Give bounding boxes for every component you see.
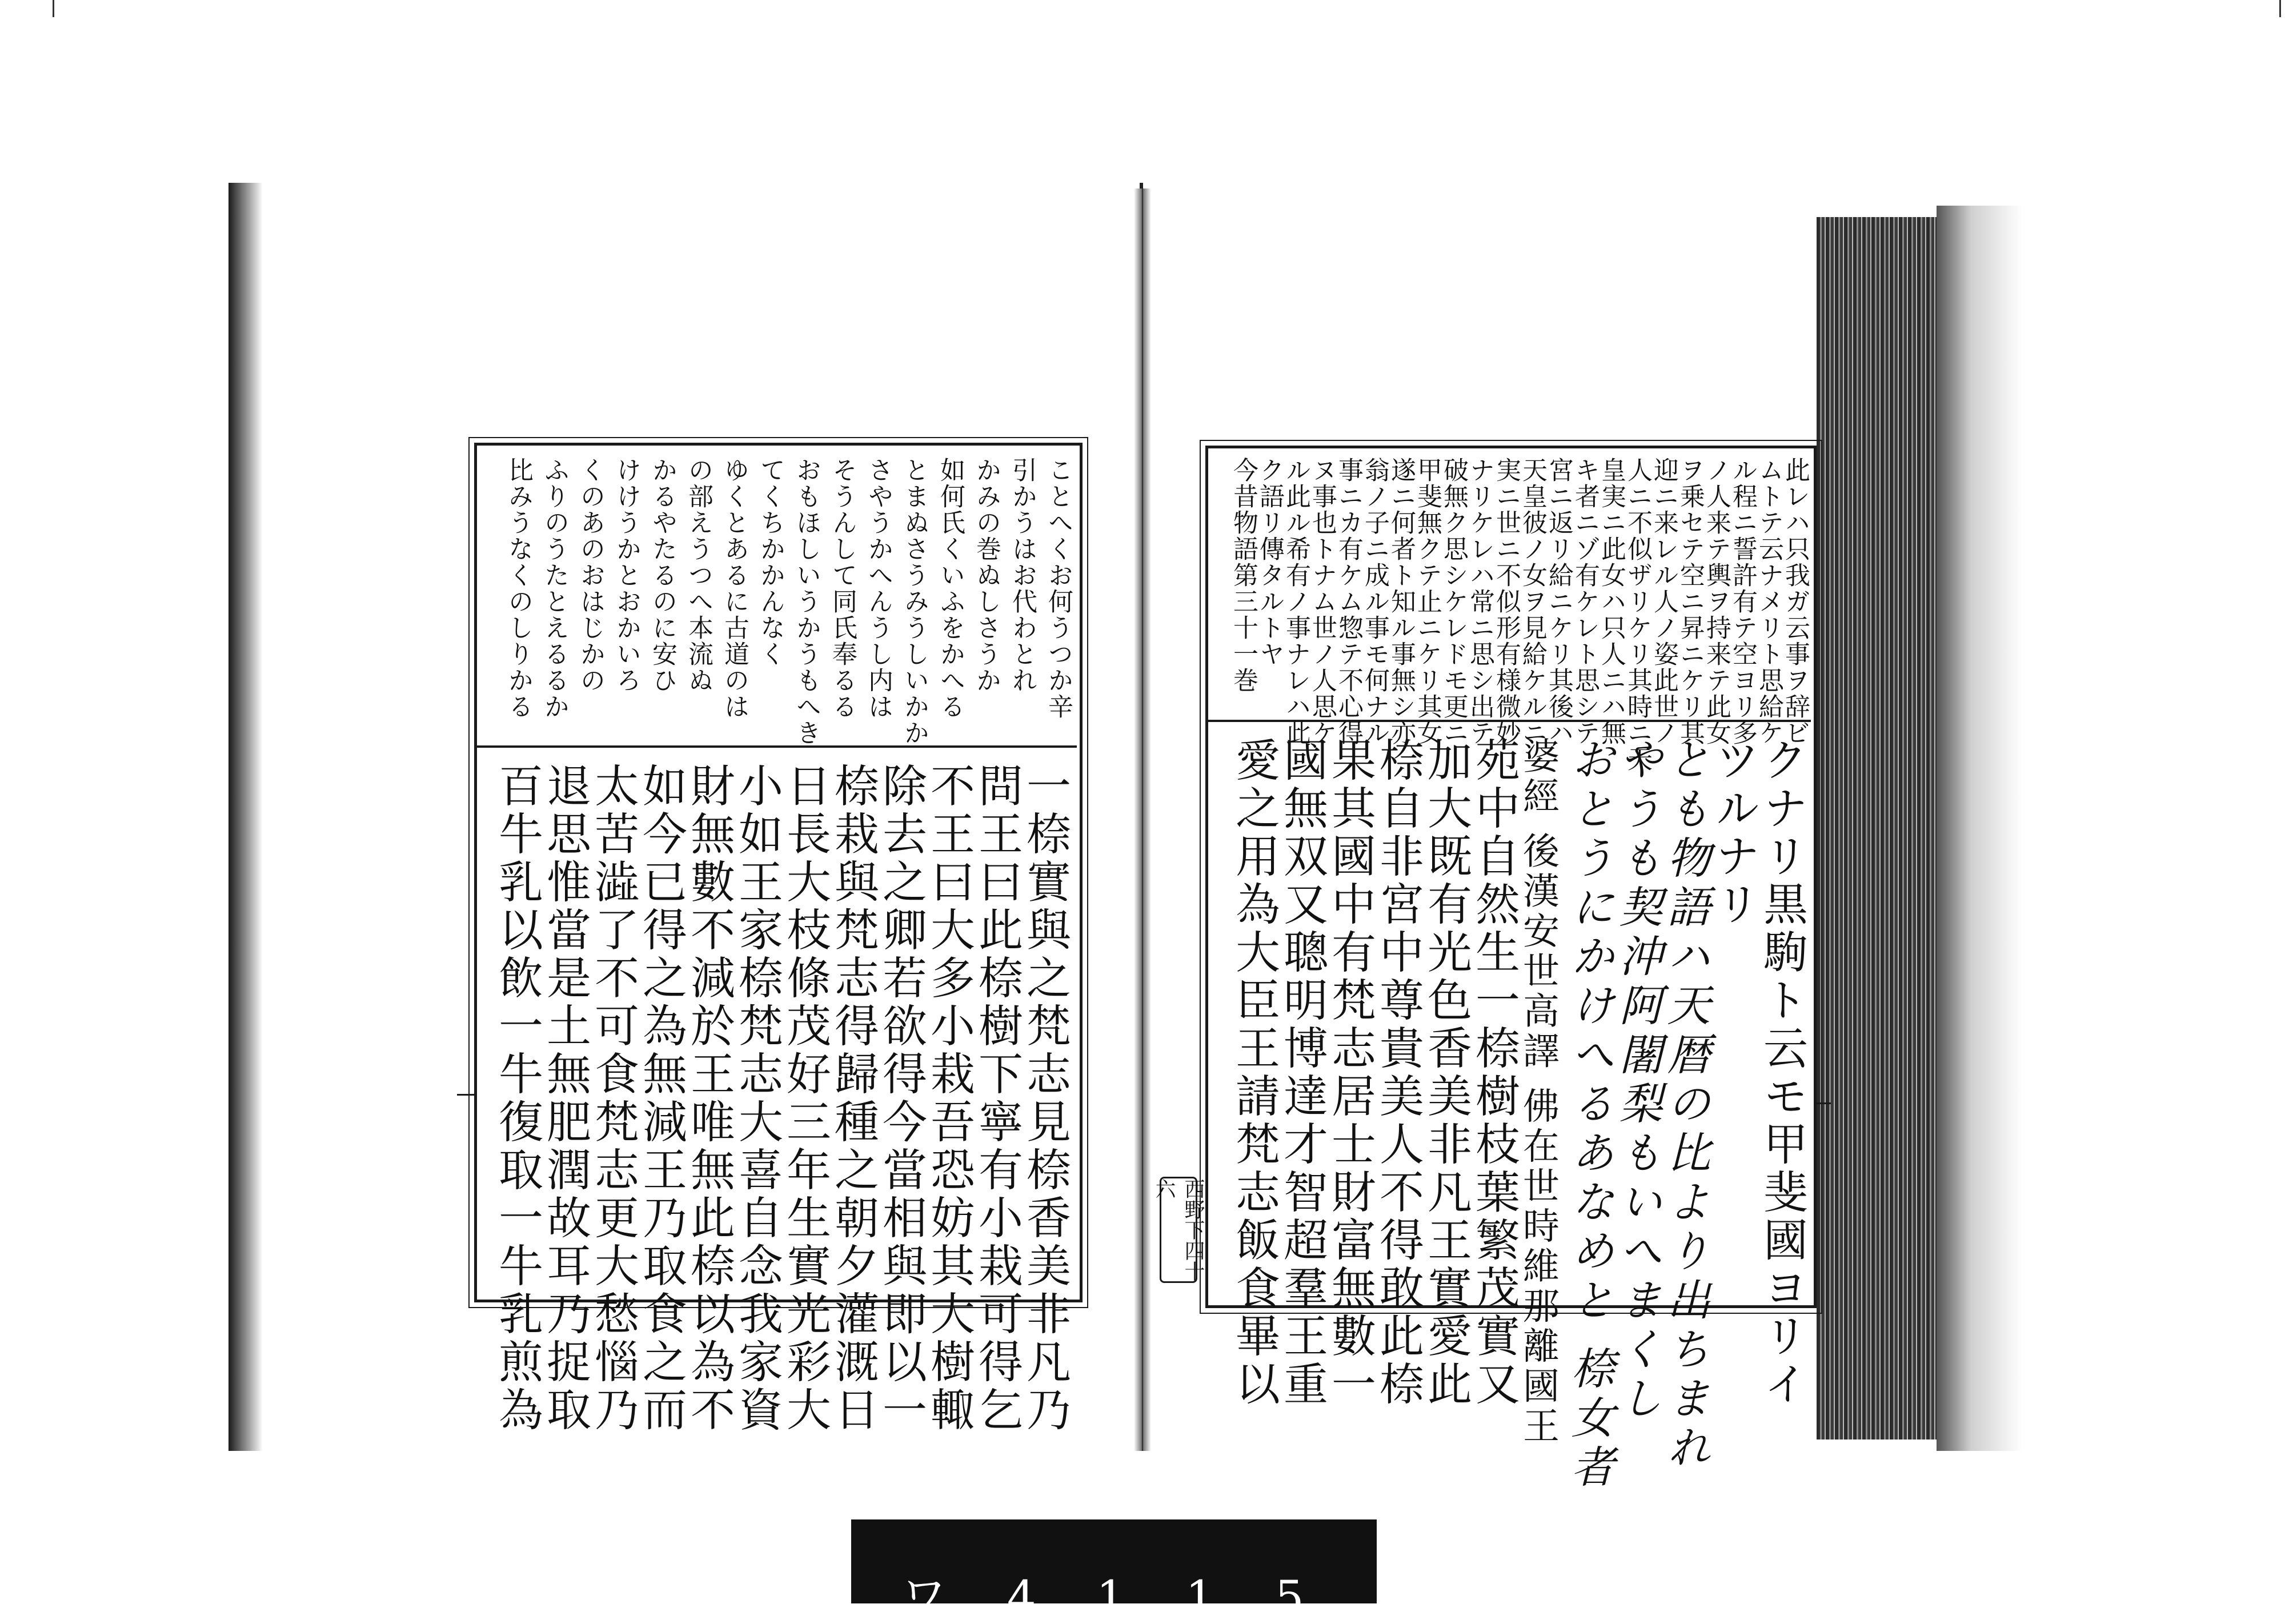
right-note-column: 宮ニ返リ給ニケリ其後ハ	[1544, 457, 1573, 746]
right-note-column: ノ人来テ輿ヲ持来テ此女	[1702, 457, 1731, 746]
left-main-column: 百牛乳以飲一牛復取一牛乳煎為	[491, 763, 543, 1434]
right-note-column: 迎ニ来レル人ノ姿此世ノ	[1649, 457, 1678, 746]
folio-number: 西野下四十六	[1160, 1177, 1197, 1283]
left-main-column: 太苦澁了不可食梵志更大愁惱乃	[587, 763, 639, 1434]
right-note-column: 皇実ニ此女ハ只人ニハ無	[1597, 457, 1626, 746]
left-main-column: 退思惟當是土無肥潤故耳乃捉取	[539, 763, 591, 1434]
left-note-column: 如何氏くいふをかへる	[936, 457, 965, 720]
right-cover-edge	[1937, 206, 2022, 1451]
catalog-label-text: ワ 4 1 1 5	[901, 1571, 1327, 1624]
right-note-column: ク語リ傳タルトヤ	[1255, 457, 1284, 667]
left-main-column: 㮈栽與梵志得歸種之朝夕灌溉日	[827, 763, 879, 1434]
left-main-column: 不王曰大多小栽吾恐妨其大樹輙	[923, 763, 975, 1434]
corner-mark-right	[2279, 0, 2281, 17]
right-page-stack-edge	[1817, 217, 1937, 1439]
left-note-column: ことへくお何うつか辛	[1044, 457, 1073, 720]
left-note-column: の部えうつへ本流ぬ	[684, 457, 713, 693]
book-spine	[1134, 189, 1151, 1451]
left-note-column: さやうかへんうし内は	[864, 457, 893, 720]
left-section-divider	[477, 745, 1077, 748]
right-main-column: 國無双又聰明博達才智超羣王重	[1276, 737, 1328, 1409]
right-note-column: ヲ乗セテ空ニ昇ニケリ其	[1675, 457, 1705, 746]
right-note-column: ナリケレハ常ニ思シ出テ	[1465, 457, 1494, 746]
left-main-column: 一㮈實與之梵志見㮈香美非凡乃	[1019, 763, 1071, 1434]
left-main-column: 問王曰此㮈樹下寧有小栽可得乞	[971, 763, 1023, 1434]
right-note-column: 人ニ不似ザリケリ其時ニ天	[1623, 457, 1652, 772]
right-note-column: 破無ク思シケレドモ更ニ	[1439, 457, 1468, 746]
right-note-column: 事ニカ有ケム惣テ不心得	[1334, 457, 1363, 746]
right-note-column: ムトテ云ナメリト思給ケ	[1754, 457, 1783, 746]
right-note-column: 今昔物語第三十一巻	[1229, 457, 1258, 693]
left-note-column: けけうかとおかいろ	[612, 457, 641, 693]
left-note-column: おもほしいうかうもへき	[792, 457, 821, 746]
right-cursive-column: おとうにかけへるあなめと 㮈女者	[1564, 737, 1615, 1494]
left-main-column: 如今已得之為無減王乃取食之而	[635, 763, 687, 1434]
right-note-column: 此レハ只我ガ云事ヲ辞ビ	[1781, 457, 1810, 746]
right-main-column: 加大既有光色香美非凡王實愛此	[1420, 737, 1472, 1409]
left-note-column: そうんして同氏奉るる	[828, 457, 857, 720]
right-note-column: 天皇彼ノ女ヲ見給ケルニ	[1518, 457, 1547, 746]
right-margin-tick	[1814, 1102, 1831, 1104]
right-note-column: 翁ノ子ニ成ル事モ何ナル	[1360, 457, 1389, 746]
left-note-column: ふりのうたとえるるか	[540, 457, 569, 720]
right-note-column: 遂ニ何者ト知ル事無シ亦	[1386, 457, 1416, 746]
right-main-column: 㮈自非宮中尊貴美人不得敢此㮈	[1372, 737, 1424, 1409]
right-main-column: 果其國中有梵志居士財富無數一	[1324, 737, 1376, 1409]
right-note-column: 実ニ世ニ不似形有様微妙	[1492, 457, 1521, 746]
left-main-column: 小如王家㮈梵志大喜自念我家資	[731, 763, 783, 1434]
right-note-column: ル程ニ誓許有テ空ヨリ多	[1728, 457, 1757, 746]
right-note-column: キ者ニゾ有ケレト思シテ	[1570, 457, 1600, 746]
right-main-column: クナリ黒駒ト云モ甲斐國ヨリイ	[1756, 737, 1807, 1409]
right-cursive-column: やうも契沖阿闍梨もいへまくし	[1612, 737, 1663, 1425]
corner-mark-left	[53, 0, 54, 17]
catalog-label	[851, 1519, 1377, 1624]
right-cursive-column: とも物語ハ天暦の比より出ちまれ	[1660, 737, 1711, 1474]
left-note-column: てくちかかんなく	[756, 457, 785, 667]
left-note-column: かるやたるのに安ひ	[648, 457, 677, 693]
right-main-column: 婆經 後漢安世高譯 佛在世時維那離國王	[1517, 737, 1559, 1447]
right-main-column: ツルナリ	[1708, 737, 1759, 929]
left-note-column: かみの巻ぬしさうか	[972, 457, 1001, 693]
left-note-column: くのあのおはじかの	[576, 457, 605, 693]
left-note-column: ゆくとあるに古道のは	[720, 457, 749, 720]
right-note-column: ル此ル希有ノ事ナレハ此	[1281, 457, 1310, 746]
right-note-column: 甲斐無クテ止ニケリ其女	[1413, 457, 1442, 746]
left-main-column: 除去之卿若欲得今當相與即以一	[875, 763, 927, 1434]
left-page-edge	[228, 183, 263, 1451]
right-main-column: 苑中自然生一㮈樹枝葉繁茂實又	[1468, 737, 1520, 1409]
left-note-column: とまぬさうみうしいかか	[900, 457, 929, 746]
left-note-column: 引かうはお代わとれ	[1008, 457, 1037, 693]
left-main-column: 日長大枝條茂好三年生實光彩大	[779, 763, 831, 1434]
right-note-column: ヌ事也トナム世ノ人思ケ	[1308, 457, 1337, 746]
left-note-column: 比みうなくのしりかる	[504, 457, 533, 720]
right-main-column: 愛之用為大臣王請梵志飯食畢以	[1228, 737, 1280, 1409]
left-main-column: 財無數不減於王唯無此㮈以為不	[683, 763, 735, 1434]
left-margin-tick	[457, 1094, 474, 1096]
